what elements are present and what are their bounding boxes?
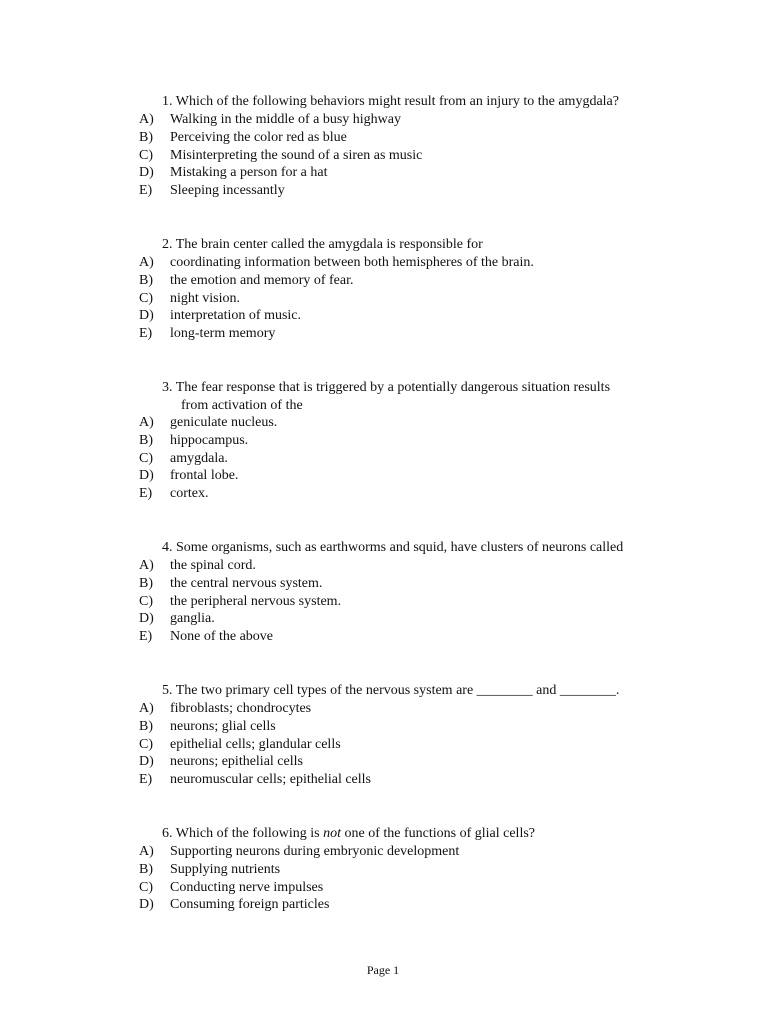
answer-choices xyxy=(139,700,371,789)
choice-text: epithelial cells; glandular cells xyxy=(170,736,341,752)
question-stem xyxy=(162,236,702,254)
choice-letter: E) xyxy=(139,183,153,199)
answer-choice-d xyxy=(139,307,534,325)
question-stem-after: one of the functions of glial cells? xyxy=(341,826,535,841)
choice-text: neurons; epithelial cells xyxy=(170,754,303,770)
answer-choices xyxy=(139,254,534,343)
answer-choice-d xyxy=(139,896,459,914)
choice-letter: C) xyxy=(139,147,153,163)
answer-choice-d xyxy=(139,753,371,771)
answer-choice-b xyxy=(139,129,422,147)
question-stem-line: 3. The fear response that is triggered by a potentially dangerous situation results xyxy=(162,380,611,395)
choice-text: None of the above xyxy=(170,629,274,645)
answer-choice-b xyxy=(139,718,371,736)
choice-text: cortex. xyxy=(170,486,209,502)
answer-choice-c xyxy=(139,879,459,897)
choice-letter: D) xyxy=(139,611,154,627)
choice-text: the peripheral nervous system. xyxy=(170,593,342,609)
choice-text: amygdala. xyxy=(170,450,228,466)
answer-choice-b xyxy=(139,432,277,450)
choice-letter: A) xyxy=(139,255,154,270)
choice-text: coordinating information between both hemispheres of the brain. xyxy=(170,255,534,270)
question-stem-emphasis: not xyxy=(323,826,341,841)
answer-choice-a xyxy=(139,414,277,432)
choice-letter: A) xyxy=(139,112,154,127)
choice-letter: E) xyxy=(139,486,153,502)
choice-letter: A) xyxy=(139,701,154,716)
choice-text: ganglia. xyxy=(170,611,215,627)
page-footer xyxy=(0,962,768,978)
choice-letter: A) xyxy=(139,844,154,859)
choice-text: the central nervous system. xyxy=(170,575,323,591)
choice-letter: B) xyxy=(139,432,153,448)
answer-choice-c xyxy=(139,736,371,754)
answer-choice-e xyxy=(139,182,422,200)
choice-letter: B) xyxy=(139,129,153,145)
choice-text: Supporting neurons during embryonic development xyxy=(170,844,460,859)
choice-letter: C) xyxy=(139,593,153,609)
answer-choice-a xyxy=(139,254,534,272)
choice-letter: A) xyxy=(139,415,154,430)
answer-choice-d xyxy=(139,610,341,628)
question-stem-continuation: from activation of the xyxy=(181,398,303,413)
answer-choice-e xyxy=(139,771,371,789)
answer-choices xyxy=(139,843,459,914)
choice-text: Consuming foreign particles xyxy=(170,897,330,913)
choice-text: the emotion and memory of fear. xyxy=(170,272,354,288)
question-stem xyxy=(162,539,702,557)
answer-choice-d xyxy=(139,164,422,182)
page-number: Page 1 xyxy=(366,963,400,977)
choice-letter: C) xyxy=(139,450,153,466)
choice-letter: D) xyxy=(139,897,154,913)
answer-choice-b xyxy=(139,575,341,593)
choice-letter: D) xyxy=(139,754,154,770)
question-stem-line: 2. The brain center called the amygdala is responsible for xyxy=(162,237,483,252)
question-stem xyxy=(162,93,702,111)
answer-choice-c xyxy=(139,147,422,165)
answer-choice-d xyxy=(139,467,277,485)
answer-choice-c xyxy=(139,450,277,468)
answer-choice-a xyxy=(139,843,459,861)
answer-choice-e xyxy=(139,325,534,343)
answer-choice-b xyxy=(139,861,459,879)
question-stem-line: 4. Some organisms, such as earthworms and squid, have clusters of neurons called xyxy=(162,540,624,555)
answer-choice-e xyxy=(139,628,341,646)
choice-letter: D) xyxy=(139,165,154,181)
choice-text: hippocampus. xyxy=(170,432,249,448)
answer-choice-a xyxy=(139,557,341,575)
answer-choice-a xyxy=(139,700,371,718)
choice-letter: E) xyxy=(139,772,153,788)
choice-letter: D) xyxy=(139,308,154,324)
answer-choice-c xyxy=(139,290,534,308)
choice-text: neuromuscular cells; epithelial cells xyxy=(170,772,371,788)
answer-choice-a xyxy=(139,111,422,129)
choice-letter: E) xyxy=(139,326,153,342)
question-stem xyxy=(162,379,702,415)
question-stem-before: 6. Which of the following is xyxy=(162,826,324,841)
choice-text: Sleeping incessantly xyxy=(170,183,285,199)
choice-letter: A) xyxy=(139,558,154,573)
choice-text: Mistaking a person for a hat xyxy=(170,165,328,181)
choice-text: night vision. xyxy=(170,290,241,306)
choice-letter: D) xyxy=(139,468,154,484)
answer-choice-e xyxy=(139,485,277,503)
answer-choices xyxy=(139,414,277,503)
choice-text: geniculate nucleus. xyxy=(170,415,278,430)
choice-text: frontal lobe. xyxy=(170,468,239,484)
choice-text: fibroblasts; chondrocytes xyxy=(170,701,312,716)
choice-letter: C) xyxy=(139,879,153,895)
choice-letter: E) xyxy=(139,629,153,645)
choice-letter: B) xyxy=(139,575,153,591)
choice-text: Supplying nutrients xyxy=(170,861,281,877)
question-stem xyxy=(162,825,702,843)
choice-text: interpretation of music. xyxy=(170,308,302,324)
choice-letter: C) xyxy=(139,290,153,306)
choice-letter: B) xyxy=(139,272,153,288)
choice-text: Walking in the middle of a busy highway xyxy=(170,112,401,127)
choice-letter: C) xyxy=(139,736,153,752)
answer-choices xyxy=(139,111,422,200)
choice-text: neurons; glial cells xyxy=(170,718,276,734)
question-stem xyxy=(162,682,702,700)
choice-text: Conducting nerve impulses xyxy=(170,879,324,895)
choice-text: Misinterpreting the sound of a siren as music xyxy=(170,147,423,163)
answer-choice-c xyxy=(139,593,341,611)
choice-letter: B) xyxy=(139,718,153,734)
choice-text: Perceiving the color red as blue xyxy=(170,129,347,145)
question-stem-line: 1. Which of the following behaviors might result from an injury to the amygdala? xyxy=(162,94,619,109)
choice-letter: B) xyxy=(139,861,153,877)
answer-choices xyxy=(139,557,341,646)
answer-choice-b xyxy=(139,272,534,290)
choice-text: long-term memory xyxy=(170,326,276,342)
question-stem-line: 5. The two primary cell types of the nervous system are ________ and ________. xyxy=(162,683,620,698)
choice-text: the spinal cord. xyxy=(170,558,256,573)
